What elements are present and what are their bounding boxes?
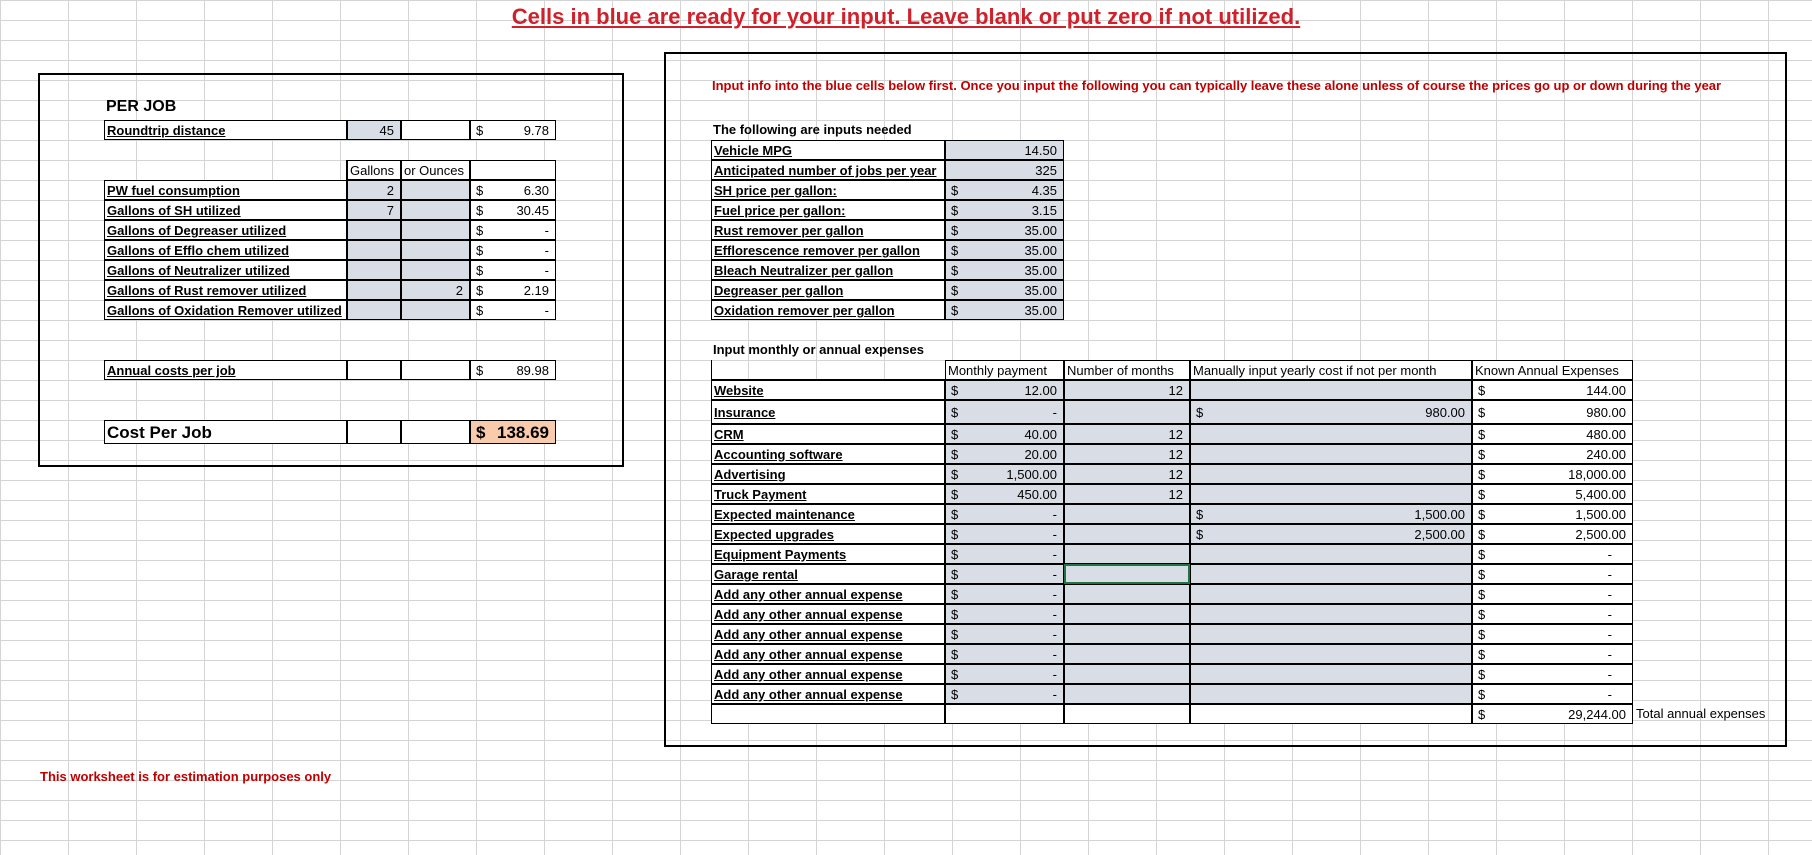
input-label: Fuel price per gallon:: [711, 200, 945, 220]
gallons-input[interactable]: 7: [347, 200, 401, 220]
months-input[interactable]: 12: [1064, 444, 1190, 464]
total-annual-expenses[interactable]: [1472, 704, 1633, 724]
cpj-empty-2[interactable]: [401, 420, 470, 444]
row-cost[interactable]: [470, 200, 556, 220]
expense-label: Truck Payment: [711, 484, 945, 504]
expense-label: Add any other annual expense: [711, 604, 945, 624]
expense-label: Advertising: [711, 464, 945, 484]
months-input[interactable]: [1064, 584, 1190, 604]
currency-symbol: $: [1478, 707, 1486, 722]
months-input[interactable]: [1064, 400, 1190, 424]
row-cost-value: 30.45: [516, 203, 549, 218]
currency-symbol: $: [951, 467, 959, 482]
currency-symbol: $: [951, 607, 959, 622]
input-amount: 14.50: [1024, 143, 1057, 158]
known-annual-value: [1472, 464, 1633, 484]
expense-label: Add any other annual expense: [711, 584, 945, 604]
months-input[interactable]: [1064, 524, 1190, 544]
currency-symbol: $: [951, 263, 959, 278]
monthly-payment-input[interactable]: [945, 484, 1064, 504]
currency-symbol: $: [951, 667, 959, 682]
monthly-payment-input[interactable]: [945, 604, 1064, 624]
disclaimer-note: This worksheet is for estimation purposes only: [40, 769, 332, 784]
currency-symbol: $: [951, 647, 959, 662]
total-empty-2: [945, 704, 1064, 724]
row-cost[interactable]: [470, 260, 556, 280]
row-cost-value: 6.30: [523, 183, 549, 198]
gallons-input[interactable]: [347, 240, 401, 260]
known-annual-header: Known Annual Expenses: [1472, 360, 1633, 380]
monthly-payment-input-value: -: [1052, 667, 1057, 682]
currency-symbol: $: [951, 427, 959, 442]
currency-symbol: $: [951, 447, 959, 462]
months-input[interactable]: [1064, 624, 1190, 644]
monthly-payment-input[interactable]: [945, 400, 1064, 424]
currency-symbol: $: [1478, 687, 1486, 702]
known-annual-amount: 480.00: [1586, 427, 1626, 442]
monthly-payment-input-value: -: [1052, 527, 1057, 542]
input-amount: 325: [1035, 163, 1057, 178]
monthly-payment-input-value: -: [1052, 687, 1057, 702]
months-input[interactable]: 12: [1064, 464, 1190, 484]
yearly-cost-input[interactable]: [1190, 564, 1472, 584]
cost-per-job-amount: 138.69: [497, 423, 549, 442]
per-job-row-label: PW fuel consumption: [104, 180, 347, 200]
currency-symbol: $: [951, 303, 959, 318]
monthly-payment-input-value: 1,500.00: [1006, 467, 1057, 482]
known-annual-amount: 5,400.00: [1575, 487, 1626, 502]
known-annual-amount: 144.00: [1586, 383, 1626, 398]
cost-per-job-label: Cost Per Job: [104, 420, 347, 444]
monthly-payment-input[interactable]: [945, 684, 1064, 704]
yearly-cost-amount: 2,500.00: [1414, 527, 1465, 542]
gallons-input[interactable]: [347, 220, 401, 240]
currency-symbol: $: [476, 303, 484, 318]
ounces-header: or Ounces: [401, 160, 470, 180]
currency-symbol: $: [951, 203, 959, 218]
input-value[interactable]: [945, 260, 1064, 280]
known-annual-amount: 1,500.00: [1575, 507, 1626, 522]
monthly-payment-input-value: -: [1052, 587, 1057, 602]
annual-costs-value[interactable]: [470, 360, 556, 380]
currency-symbol: $: [1478, 647, 1486, 662]
monthly-payment-input[interactable]: [945, 564, 1064, 584]
known-annual-amount: 240.00: [1586, 447, 1626, 462]
known-annual-value: [1472, 584, 1633, 604]
currency-symbol: $: [476, 183, 484, 198]
known-annual-amount: -: [1607, 627, 1612, 642]
expense-label: Equipment Payments: [711, 544, 945, 564]
currency-symbol: $: [1478, 405, 1486, 420]
currency-symbol: $: [1478, 427, 1486, 442]
monthly-payment-input[interactable]: [945, 380, 1064, 400]
roundtrip-label: Roundtrip distance: [104, 120, 347, 140]
currency-symbol: $: [951, 183, 959, 198]
input-value[interactable]: [945, 140, 1064, 160]
cpj-empty-1[interactable]: [347, 420, 401, 444]
total-empty-4: [1190, 704, 1472, 724]
currency-symbol: $: [951, 223, 959, 238]
known-annual-amount: -: [1607, 567, 1612, 582]
yearly-cost-input[interactable]: [1190, 684, 1472, 704]
row-cost-value: 2.19: [523, 283, 549, 298]
ounces-input[interactable]: [401, 240, 470, 260]
yearly-cost-input[interactable]: [1190, 624, 1472, 644]
expense-label: Insurance: [711, 400, 945, 424]
input-amount: 3.15: [1031, 203, 1057, 218]
currency-symbol: $: [1478, 627, 1486, 642]
monthly-payment-input[interactable]: [945, 584, 1064, 604]
monthly-payment-input-value: -: [1052, 647, 1057, 662]
known-annual-value: [1472, 684, 1633, 704]
months-input[interactable]: [1064, 604, 1190, 624]
yearly-cost-input[interactable]: [1190, 464, 1472, 484]
known-annual-amount: -: [1607, 647, 1612, 662]
total-annual-expenses-label: Total annual expenses: [1636, 706, 1766, 721]
gallons-input[interactable]: [347, 260, 401, 280]
months-input[interactable]: 12: [1064, 484, 1190, 504]
monthly-payment-input-value: -: [1052, 405, 1057, 420]
annual-costs-value-value: 89.98: [516, 363, 549, 378]
row-cost-value: -: [544, 243, 549, 258]
currency-symbol: $: [951, 283, 959, 298]
row-cost-value: -: [544, 303, 549, 318]
currency-symbol: $: [476, 243, 484, 258]
known-annual-amount: -: [1607, 587, 1612, 602]
monthly-payment-input[interactable]: [945, 464, 1064, 484]
currency-symbol: $: [1478, 527, 1486, 542]
known-annual-amount: 980.00: [1586, 405, 1626, 420]
currency-symbol: $: [951, 627, 959, 642]
ounces-input[interactable]: [401, 180, 470, 200]
cost-header: [470, 160, 556, 180]
yearly-cost-input[interactable]: [1190, 664, 1472, 684]
expense-label: CRM: [711, 424, 945, 444]
monthly-payment-input-value: 12.00: [1024, 383, 1057, 398]
per-job-row-label: Gallons of SH utilized: [104, 200, 347, 220]
expenses-title: Input monthly or annual expenses: [713, 342, 924, 357]
currency-symbol: $: [1478, 447, 1486, 462]
monthly-payment-input[interactable]: [945, 504, 1064, 524]
input-amount: 35.00: [1024, 243, 1057, 258]
number-of-months-header: Number of months: [1064, 360, 1190, 380]
currency-symbol: $: [1478, 507, 1486, 522]
currency-symbol: $: [951, 243, 959, 258]
months-input[interactable]: [1064, 544, 1190, 564]
yearly-cost-input[interactable]: [1190, 644, 1472, 664]
per-job-row-label: Gallons of Efflo chem utilized: [104, 240, 347, 260]
input-label: SH price per gallon:: [711, 180, 945, 200]
header-spacer: [104, 160, 347, 180]
input-label: Oxidation remover per gallon: [711, 300, 945, 320]
known-annual-value: [1472, 400, 1633, 424]
expense-label: Accounting software: [711, 444, 945, 464]
known-annual-value: [1472, 564, 1633, 584]
months-input[interactable]: [1064, 664, 1190, 684]
total-empty-1: [711, 704, 945, 724]
monthly-payment-input[interactable]: [945, 444, 1064, 464]
monthly-payment-input-value: -: [1052, 547, 1057, 562]
currency-symbol: $: [951, 567, 959, 582]
input-label: Anticipated number of jobs per year: [711, 160, 945, 180]
expense-label: Expected maintenance: [711, 504, 945, 524]
monthly-payment-input[interactable]: [945, 644, 1064, 664]
monthly-payment-input-value: 20.00: [1024, 447, 1057, 462]
input-value[interactable]: [945, 180, 1064, 200]
months-input[interactable]: [1064, 504, 1190, 524]
yearly-cost-input[interactable]: [1190, 504, 1472, 524]
per-job-row-label: Gallons of Degreaser utilized: [104, 220, 347, 240]
per-job-row-label: Gallons of Oxidation Remover utilized: [104, 300, 347, 320]
inputs-title: The following are inputs needed: [713, 122, 912, 137]
currency-symbol: $: [1196, 507, 1204, 522]
input-value[interactable]: [945, 280, 1064, 300]
yearly-cost-input[interactable]: [1190, 524, 1472, 544]
currency-symbol: $: [1478, 587, 1486, 602]
yearly-cost-input[interactable]: [1190, 424, 1472, 444]
annual-costs-label: Annual costs per job: [104, 360, 347, 380]
monthly-payment-input-value: -: [1052, 607, 1057, 622]
annual-empty-1[interactable]: [347, 360, 401, 380]
ounces-input[interactable]: [401, 300, 470, 320]
currency-symbol: $: [1196, 527, 1204, 542]
ounces-input[interactable]: 2: [401, 280, 470, 300]
page-banner: Cells in blue are ready for your input. Leave blank or put zero if not utilized.: [511, 4, 1301, 29]
input-amount: 35.00: [1024, 303, 1057, 318]
roundtrip-cost[interactable]: [470, 120, 556, 140]
monthly-payment-input-value: -: [1052, 627, 1057, 642]
currency-symbol: $: [476, 423, 486, 442]
known-annual-value: [1472, 424, 1633, 444]
currency-symbol: $: [951, 687, 959, 702]
currency-symbol: $: [951, 507, 959, 522]
currency-symbol: $: [951, 527, 959, 542]
known-annual-value: [1472, 504, 1633, 524]
input-label: Degreaser per gallon: [711, 280, 945, 300]
yearly-cost-input[interactable]: [1190, 444, 1472, 464]
input-label: Bleach Neutralizer per gallon: [711, 260, 945, 280]
input-value[interactable]: [945, 300, 1064, 320]
currency-symbol: $: [1478, 667, 1486, 682]
currency-symbol: $: [951, 487, 959, 502]
currency-symbol: $: [1478, 383, 1486, 398]
known-annual-value: [1472, 524, 1633, 544]
monthly-payment-input[interactable]: [945, 624, 1064, 644]
input-label: Vehicle MPG: [711, 140, 945, 160]
currency-symbol: $: [476, 283, 484, 298]
row-cost[interactable]: [470, 300, 556, 320]
currency-symbol: $: [1478, 467, 1486, 482]
input-amount: 35.00: [1024, 223, 1057, 238]
currency-symbol: $: [476, 123, 484, 138]
known-annual-amount: 2,500.00: [1575, 527, 1626, 542]
currency-symbol: $: [476, 203, 484, 218]
currency-symbol: $: [1478, 607, 1486, 622]
yearly-cost-header: Manually input yearly cost if not per month: [1190, 360, 1472, 380]
expense-label: Website: [711, 380, 945, 400]
monthly-payment-input-value: 450.00: [1017, 487, 1057, 502]
cost-per-job-value[interactable]: [470, 420, 556, 444]
per-job-title: PER JOB: [106, 98, 177, 115]
ounces-input[interactable]: [401, 220, 470, 240]
gallons-input[interactable]: [347, 300, 401, 320]
row-cost-value: -: [544, 263, 549, 278]
per-job-row-label: Gallons of Neutralizer utilized: [104, 260, 347, 280]
gallons-input[interactable]: [347, 280, 401, 300]
known-annual-value: [1472, 644, 1633, 664]
input-label: Rust remover per gallon: [711, 220, 945, 240]
monthly-payment-input-value: -: [1052, 567, 1057, 582]
roundtrip-empty[interactable]: [401, 120, 470, 140]
row-cost[interactable]: [470, 220, 556, 240]
known-annual-amount: -: [1607, 547, 1612, 562]
annual-empty-2[interactable]: [401, 360, 470, 380]
total-annual-expenses-value: 29,244.00: [1568, 707, 1626, 722]
monthly-payment-header: Monthly payment: [945, 360, 1064, 380]
gallons-input[interactable]: 2: [347, 180, 401, 200]
known-annual-value: [1472, 544, 1633, 564]
known-annual-value: [1472, 380, 1633, 400]
currency-symbol: $: [951, 383, 959, 398]
gallons-header: Gallons: [347, 160, 401, 180]
yearly-cost-input[interactable]: [1190, 484, 1472, 504]
monthly-payment-input-value: -: [1052, 507, 1057, 522]
per-job-row-label: Gallons of Rust remover utilized: [104, 280, 347, 300]
monthly-payment-input-value: 40.00: [1024, 427, 1057, 442]
currency-symbol: $: [476, 223, 484, 238]
months-input[interactable]: 12: [1064, 380, 1190, 400]
months-input[interactable]: [1064, 684, 1190, 704]
currency-symbol: $: [951, 405, 959, 420]
yearly-cost-amount: 1,500.00: [1414, 507, 1465, 522]
known-annual-amount: -: [1607, 687, 1612, 702]
roundtrip-input[interactable]: 45: [347, 120, 401, 140]
months-input[interactable]: 12: [1064, 424, 1190, 444]
currency-symbol: $: [476, 363, 484, 378]
monthly-payment-input[interactable]: [945, 664, 1064, 684]
currency-symbol: $: [1478, 547, 1486, 562]
currency-symbol: $: [951, 587, 959, 602]
input-value[interactable]: [945, 160, 1064, 180]
yearly-cost-input[interactable]: [1190, 380, 1472, 400]
input-value[interactable]: [945, 240, 1064, 260]
expense-label: Add any other annual expense: [711, 684, 945, 704]
input-amount: 4.35: [1031, 183, 1057, 198]
ounces-input[interactable]: [401, 260, 470, 280]
yearly-cost-input[interactable]: [1190, 544, 1472, 564]
expense-header-spacer: [711, 360, 945, 380]
row-cost[interactable]: [470, 280, 556, 300]
ounces-input[interactable]: [401, 200, 470, 220]
currency-symbol: $: [1478, 487, 1486, 502]
expense-label: Garage rental: [711, 564, 945, 584]
input-label: Efflorescence remover per gallon: [711, 240, 945, 260]
known-annual-value: [1472, 484, 1633, 504]
yearly-cost-input[interactable]: [1190, 604, 1472, 624]
currency-symbol: $: [951, 547, 959, 562]
input-value[interactable]: [945, 200, 1064, 220]
monthly-payment-input[interactable]: [945, 524, 1064, 544]
row-cost[interactable]: [470, 240, 556, 260]
known-annual-value: [1472, 624, 1633, 644]
months-input[interactable]: [1064, 644, 1190, 664]
monthly-payment-input[interactable]: [945, 544, 1064, 564]
known-annual-amount: 18,000.00: [1568, 467, 1626, 482]
total-empty-3: [1064, 704, 1190, 724]
known-annual-value: [1472, 604, 1633, 624]
input-amount: 35.00: [1024, 283, 1057, 298]
row-cost-value: -: [544, 223, 549, 238]
roundtrip-cost-value: 9.78: [523, 123, 549, 138]
known-annual-value: [1472, 664, 1633, 684]
expense-label: Add any other annual expense: [711, 644, 945, 664]
expense-label: Add any other annual expense: [711, 624, 945, 644]
currency-symbol: $: [476, 263, 484, 278]
input-value[interactable]: [945, 220, 1064, 240]
known-annual-amount: -: [1607, 667, 1612, 682]
expense-label: Expected upgrades: [711, 524, 945, 544]
known-annual-value: [1472, 444, 1633, 464]
instruction-text: Input info into the blue cells below first. Once you input the following you can typically leave these alone unless of course the prices go up or down during the year: [712, 78, 1722, 93]
currency-symbol: $: [1478, 567, 1486, 582]
yearly-cost-input[interactable]: [1190, 400, 1472, 424]
yearly-cost-input[interactable]: [1190, 584, 1472, 604]
monthly-payment-input[interactable]: [945, 424, 1064, 444]
row-cost[interactable]: [470, 180, 556, 200]
input-amount: 35.00: [1024, 263, 1057, 278]
known-annual-amount: -: [1607, 607, 1612, 622]
yearly-cost-amount: 980.00: [1425, 405, 1465, 420]
expense-label: Add any other annual expense: [711, 664, 945, 684]
currency-symbol: $: [1196, 405, 1204, 420]
months-input[interactable]: [1064, 564, 1190, 584]
